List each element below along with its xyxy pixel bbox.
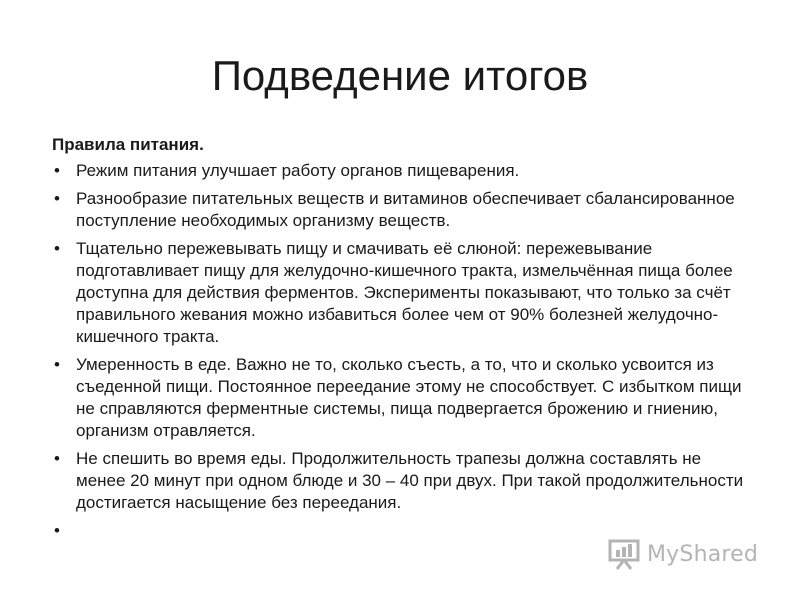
bullet-text: Не спешить во время еды. Продолжительность трапезы должна составлять не менее 20 минут при одном блюде и 30 – 40 при двух. При такой продолжительности достигается насыщение без переедания. (76, 449, 744, 512)
slide-title: Подведение итогов (211, 52, 589, 99)
slide-content (52, 134, 752, 548)
bullet-item (52, 448, 752, 514)
bullet-item (52, 354, 752, 442)
section-heading: Правила питания. (52, 135, 204, 154)
bullet-marker: • (54, 521, 60, 540)
bullet-text: Разнообразие питательных веществ и витаминов обеспечивает сбалансированное поступление необходимых организму веществ. (76, 189, 735, 230)
watermark-text: MyShared (647, 541, 759, 567)
bullet-marker: • (54, 449, 60, 468)
bullet-text: Тщательно пережевывать пищу и смачивать её слюной: пережевывание подготавливает пищу для желудочно-кишечного тракта, измельчённая пища более доступна для действия ферментов. Эксперименты показывают, что только за счёт правильного жевания можно избавиться более чем от 90% болезней желудочно-кишечного тракта. (76, 239, 733, 346)
bullet-list (52, 160, 752, 542)
bullet-item (52, 188, 752, 232)
bullet-item (52, 238, 752, 348)
bullet-marker: • (54, 355, 60, 374)
bullet-marker: • (54, 189, 60, 208)
watermark (607, 536, 758, 572)
bullet-text: Умеренность в еде. Важно не то, сколько съесть, а то, что и сколько усвоится из съеденной пищи. Постоянное переедание этому не способствует. С избытком пищи не справляются ферментные системы, пища подвергается брожению и гниению, организм отравляется. (76, 355, 742, 440)
bullet-marker: • (54, 161, 60, 180)
bullet-item (52, 160, 752, 182)
bullet-marker: • (54, 239, 60, 258)
presentation-chart-icon (607, 537, 641, 571)
bullet-text: Режим питания улучшает работу органов пищеварения. (76, 161, 520, 180)
